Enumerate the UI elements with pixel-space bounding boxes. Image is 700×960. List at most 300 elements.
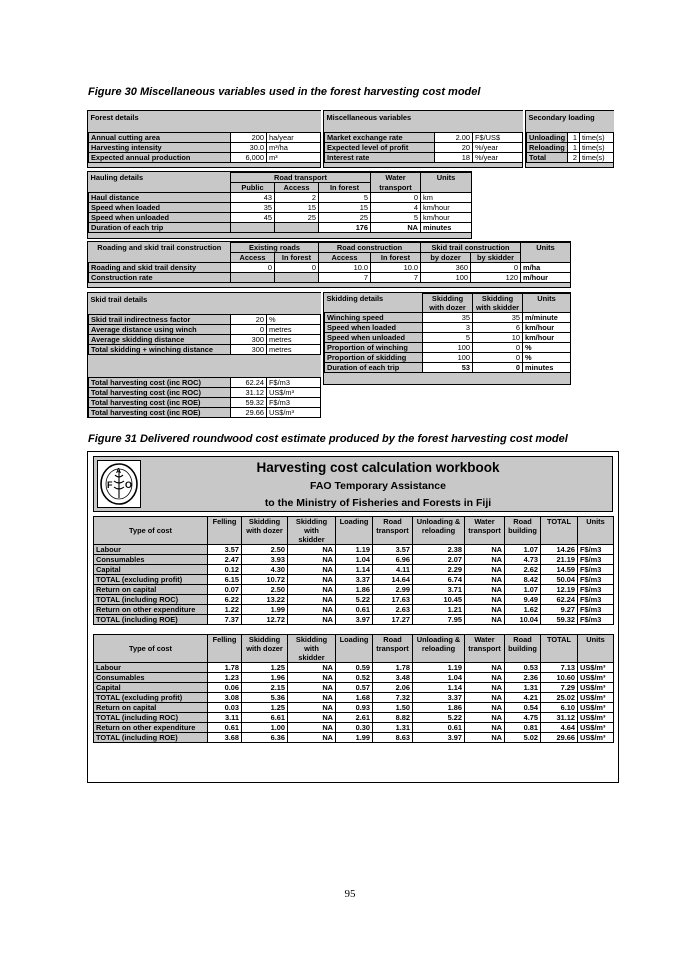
cost-type-label: Consumables: [94, 555, 208, 565]
cost-unit: F$/m3: [578, 545, 614, 555]
misc-variable-value: 2.00: [435, 133, 473, 143]
workbook-subtitle-2: to the Ministry of Fisheries and Forests in Fiji: [264, 497, 492, 509]
cost-value: 3.71: [413, 585, 465, 595]
skidding-details-panel: [323, 292, 571, 385]
cost-value: NA: [465, 723, 505, 733]
cost-value: 7.29: [541, 683, 578, 693]
cost-value: 2.06: [373, 683, 413, 693]
cost-row: [94, 555, 614, 565]
cost-value: 10.60: [541, 673, 578, 683]
cost-value: 0.61: [413, 723, 465, 733]
cost-type-label: Consumables: [94, 673, 208, 683]
hauling-row: [89, 193, 472, 203]
cost-value: 9.27: [541, 605, 578, 615]
cost-value: 9.49: [505, 595, 541, 605]
cost-unit: F$/m3: [578, 595, 614, 605]
column-header: Water transport: [465, 517, 505, 545]
cost-value: 5.02: [505, 733, 541, 743]
skidding-dozer-header: Skidding: [423, 294, 473, 304]
hauling-unit: km: [421, 193, 472, 203]
cost-value: 1.19: [336, 545, 373, 555]
roading-unit: m/ha: [521, 263, 571, 273]
cost-value: 1.86: [413, 703, 465, 713]
column-header: Water transport: [465, 635, 505, 663]
cost-value: NA: [288, 693, 336, 703]
forest-detail-value: 30.0: [231, 143, 267, 153]
cost-value: 0.81: [505, 723, 541, 733]
roading-value: [231, 273, 275, 283]
hauling-details-panel: [87, 171, 472, 239]
column-header: Skidding with dozer: [242, 635, 288, 663]
cost-unit: US$/m³: [578, 663, 614, 673]
misc-variable-value: 18: [435, 153, 473, 163]
cost-value: 1.04: [413, 673, 465, 683]
cost-unit: F$/m3: [578, 605, 614, 615]
hauling-units-header: Units: [421, 173, 472, 183]
total-harvesting-cost-unit: F$/m3: [267, 398, 321, 408]
misc-variable-label: Expected level of profit: [325, 143, 435, 153]
road-construction-header: Road construction: [319, 243, 421, 253]
with-dozer-subheader: with dozer: [423, 303, 473, 313]
skid-trail-row: [89, 315, 321, 325]
cost-unit: US$/m³: [578, 683, 614, 693]
cost-value: 4.30: [242, 565, 288, 575]
cost-value: 13.22: [242, 595, 288, 605]
workbook-subtitle-1: FAO Temporary Assistance: [310, 480, 446, 492]
secondary-loading-panel: [525, 110, 614, 168]
forest-detail-unit: m³/ha: [267, 143, 321, 153]
cost-row: [94, 703, 614, 713]
cost-value: 6.61: [242, 713, 288, 723]
skid-trail-construction-header: Skid trail construction: [421, 243, 521, 253]
cost-value: 2.99: [373, 585, 413, 595]
cost-value: 1.99: [242, 605, 288, 615]
total-harvesting-cost-label: Total harvesting cost (inc ROE): [89, 398, 231, 408]
skidding-dozer-value: 3: [423, 323, 473, 333]
roading-subheader: Access: [231, 253, 275, 263]
cost-value: NA: [288, 545, 336, 555]
roading-value: 0: [231, 263, 275, 273]
skidding-skidder-value: 0: [473, 353, 523, 363]
cost-value: 17.63: [373, 595, 413, 605]
cost-value: 14.64: [373, 575, 413, 585]
hauling-row: [89, 203, 472, 213]
cost-value: 8.63: [373, 733, 413, 743]
skidding-label: Speed when unloaded: [325, 333, 423, 343]
cost-value: 4.75: [505, 713, 541, 723]
cost-row: [94, 565, 614, 575]
hauling-details-header: Hauling details: [89, 173, 231, 183]
cost-unit: US$/m³: [578, 723, 614, 733]
cost-value: 3.48: [373, 673, 413, 683]
cost-value: 1.14: [336, 565, 373, 575]
cost-value: 1.99: [336, 733, 373, 743]
cost-value: NA: [288, 663, 336, 673]
total-harvesting-cost-value: 59.32: [231, 398, 267, 408]
misc-variable-row: [325, 133, 523, 143]
hauling-label: Speed when loaded: [89, 203, 231, 213]
hauling-value: [275, 223, 319, 233]
cost-value: 5.22: [336, 595, 373, 605]
cost-value: 62.24: [541, 595, 578, 605]
roading-value: 7: [319, 273, 371, 283]
cost-value: 6.15: [208, 575, 242, 585]
skidding-row: [325, 313, 571, 323]
cost-value: 1.78: [208, 663, 242, 673]
skidding-unit: m/minute: [523, 313, 571, 323]
column-header: TOTAL: [541, 517, 578, 545]
cost-type-label: Capital: [94, 565, 208, 575]
cost-value: 59.32: [541, 615, 578, 625]
cost-value: 1.14: [413, 683, 465, 693]
skid-trail-label: Average distance using winch: [89, 325, 231, 335]
total-harvesting-cost-label: Total harvesting cost (inc ROE): [89, 408, 231, 418]
cost-value: 1.23: [208, 673, 242, 683]
page-number: 95: [344, 888, 356, 900]
cost-value: 1.25: [242, 663, 288, 673]
cost-value: 3.37: [413, 693, 465, 703]
skidding-row: [325, 323, 571, 333]
secondary-loading-value: 2: [568, 153, 580, 163]
hauling-label: Haul distance: [89, 193, 231, 203]
hauling-value: 176: [319, 223, 371, 233]
hauling-value: NA: [371, 223, 421, 233]
column-header: Skidding with skidder: [288, 517, 336, 545]
column-header: Road transport: [373, 635, 413, 663]
access-subheader: Access: [275, 183, 319, 193]
cost-value: 6.96: [373, 555, 413, 565]
cost-unit: F$/m3: [578, 565, 614, 575]
cost-value: 25.02: [541, 693, 578, 703]
hauling-value: 25: [275, 213, 319, 223]
cost-value: 1.62: [505, 605, 541, 615]
misc-variable-label: Interest rate: [325, 153, 435, 163]
secondary-loading-row: [527, 153, 614, 163]
skid-trail-label: Average skidding distance: [89, 335, 231, 345]
misc-variable-unit: F$/US$: [473, 133, 523, 143]
skidding-row: [325, 343, 571, 353]
roading-label: Roading and skid trail density: [89, 263, 231, 273]
cost-value: 1.86: [336, 585, 373, 595]
cost-value: 7.32: [373, 693, 413, 703]
misc-variable-value: 20: [435, 143, 473, 153]
cost-value: 3.68: [208, 733, 242, 743]
column-header: Unloading & reloading: [413, 517, 465, 545]
cost-value: 0.07: [208, 585, 242, 595]
cost-type-label: TOTAL (excluding profit): [94, 693, 208, 703]
cost-value: 3.11: [208, 713, 242, 723]
cost-value: 1.31: [373, 723, 413, 733]
roading-value: 7: [371, 273, 421, 283]
roading-value: 120: [471, 273, 521, 283]
cost-row: [94, 723, 614, 733]
skidding-unit: %: [523, 353, 571, 363]
cost-unit: US$/m³: [578, 673, 614, 683]
column-header: Units: [578, 635, 614, 663]
svg-text:F: F: [107, 480, 113, 490]
secondary-loading-label: Total: [527, 153, 568, 163]
skid-trail-value: 0: [231, 325, 267, 335]
cost-row: [94, 595, 614, 605]
secondary-loading-unit: time(s): [580, 133, 614, 143]
skid-trail-unit: %: [267, 315, 321, 325]
cost-value: NA: [465, 683, 505, 693]
figure-31-caption: Figure 31 Delivered roundwood cost estimate produced by the forest harvesting cost model: [88, 433, 568, 445]
hauling-value: 0: [371, 193, 421, 203]
total-harvesting-cost-value: 29.66: [231, 408, 267, 418]
misc-variables-header: Miscellaneous variables: [325, 111, 523, 123]
roading-value: 10.0: [319, 263, 371, 273]
cost-type-label: Capital: [94, 683, 208, 693]
roading-panel: [87, 241, 571, 288]
cost-value: 1.22: [208, 605, 242, 615]
cost-value: NA: [288, 673, 336, 683]
cost-value: 3.97: [413, 733, 465, 743]
cost-value: NA: [465, 713, 505, 723]
with-skidder-subheader: with skidder: [473, 303, 523, 313]
cost-value: NA: [465, 615, 505, 625]
cost-value: NA: [465, 545, 505, 555]
cost-value: 3.08: [208, 693, 242, 703]
cost-value: 6.74: [413, 575, 465, 585]
roading-value: 360: [421, 263, 471, 273]
cost-value: 1.07: [505, 585, 541, 595]
cost-value: NA: [288, 585, 336, 595]
cost-type-label: TOTAL (including ROE): [94, 615, 208, 625]
cost-unit: US$/m³: [578, 703, 614, 713]
skid-trail-header: Skid trail details: [89, 293, 321, 305]
skidding-dozer-value: 100: [423, 353, 473, 363]
cost-value: 2.38: [413, 545, 465, 555]
secondary-loading-unit: time(s): [580, 153, 614, 163]
hauling-value: [231, 223, 275, 233]
skidding-unit: %: [523, 343, 571, 353]
skid-trail-value: 300: [231, 335, 267, 345]
skid-trail-value: 20: [231, 315, 267, 325]
cost-value: NA: [465, 585, 505, 595]
hauling-unit: km/hour: [421, 203, 472, 213]
cost-value: 31.12: [541, 713, 578, 723]
hauling-value: 25: [319, 213, 371, 223]
cost-row: [94, 733, 614, 743]
total-harvesting-cost-row: [89, 388, 321, 398]
hauling-value: 4: [371, 203, 421, 213]
total-harvesting-cost-row: [89, 398, 321, 408]
cost-value: 21.19: [541, 555, 578, 565]
misc-variable-label: Market exchange rate: [325, 133, 435, 143]
cost-type-label: Labour: [94, 545, 208, 555]
cost-value: 0.03: [208, 703, 242, 713]
skidding-skidder-value: 35: [473, 313, 523, 323]
cost-type-label: Return on other expenditure: [94, 723, 208, 733]
column-header: Units: [578, 517, 614, 545]
skidding-label: Proportion of winching: [325, 343, 423, 353]
water-header: Water: [371, 173, 421, 183]
cost-unit: F$/m3: [578, 575, 614, 585]
misc-variable-row: [325, 143, 523, 153]
cost-row: [94, 585, 614, 595]
cost-value: 2.63: [373, 605, 413, 615]
total-harvesting-cost-label: Total harvesting cost (inc ROC): [89, 388, 231, 398]
roading-subheader: In forest: [275, 253, 319, 263]
existing-roads-header: Existing roads: [231, 243, 319, 253]
cost-value: 17.27: [373, 615, 413, 625]
skid-trail-row: [89, 335, 321, 345]
total-harvesting-cost-label: Total harvesting cost (inc ROC): [89, 378, 231, 388]
cost-value: 8.42: [505, 575, 541, 585]
cost-value: 2.50: [242, 545, 288, 555]
cost-type-label: Return on other expenditure: [94, 605, 208, 615]
hauling-unit: minutes: [421, 223, 472, 233]
total-harvesting-cost-unit: US$/m³: [267, 388, 321, 398]
cost-value: 10.45: [413, 595, 465, 605]
cost-table-fjd: [93, 516, 613, 625]
forest-detail-row: [89, 133, 321, 143]
cost-value: 0.06: [208, 683, 242, 693]
cost-value: NA: [288, 555, 336, 565]
cost-type-label: Return on capital: [94, 585, 208, 595]
total-harvesting-cost-value: 31.12: [231, 388, 267, 398]
cost-value: 14.59: [541, 565, 578, 575]
skidding-unit: km/hour: [523, 333, 571, 343]
hauling-unit: km/hour: [421, 213, 472, 223]
forest-details-panel: [87, 110, 321, 168]
cost-value: 1.50: [373, 703, 413, 713]
cost-value: 1.96: [242, 673, 288, 683]
skidding-row: [325, 333, 571, 343]
in-forest-subheader: In forest: [319, 183, 371, 193]
cost-value: NA: [288, 565, 336, 575]
cost-value: 12.72: [242, 615, 288, 625]
workbook-header: [93, 456, 613, 512]
skidding-dozer-value: 100: [423, 343, 473, 353]
cost-value: 3.57: [208, 545, 242, 555]
secondary-loading-unit: time(s): [580, 143, 614, 153]
cost-value: 2.15: [242, 683, 288, 693]
public-subheader: Public: [231, 183, 275, 193]
total-harvesting-cost-row: [89, 408, 321, 418]
misc-variable-unit: %/year: [473, 143, 523, 153]
skidding-unit: minutes: [523, 363, 571, 373]
roading-value: 0: [471, 263, 521, 273]
skid-trail-label: Skid trail indirectness factor: [89, 315, 231, 325]
skidding-skidder-value: 10: [473, 333, 523, 343]
secondary-loading-label: Unloading: [527, 133, 568, 143]
cost-value: 3.97: [336, 615, 373, 625]
cost-value: NA: [465, 575, 505, 585]
cost-value: 0.54: [505, 703, 541, 713]
cost-value: 2.29: [413, 565, 465, 575]
water-transport-subheader: transport: [371, 183, 421, 193]
cost-value: NA: [288, 723, 336, 733]
cost-unit: F$/m3: [578, 555, 614, 565]
hauling-value: 5: [319, 193, 371, 203]
cost-type-label: Labour: [94, 663, 208, 673]
cost-value: NA: [465, 673, 505, 683]
column-header: Road building: [505, 517, 541, 545]
cost-value: 6.22: [208, 595, 242, 605]
cost-value: 6.10: [541, 703, 578, 713]
cost-value: NA: [465, 565, 505, 575]
cost-value: 4.73: [505, 555, 541, 565]
column-header: TOTAL: [541, 635, 578, 663]
roading-value: 100: [421, 273, 471, 283]
skidding-dozer-value: 35: [423, 313, 473, 323]
cost-value: NA: [288, 713, 336, 723]
cost-value: 0.93: [336, 703, 373, 713]
cost-value: 1.68: [336, 693, 373, 703]
column-header: Loading: [336, 517, 373, 545]
cost-value: 1.78: [373, 663, 413, 673]
skid-trail-unit: metres: [267, 325, 321, 335]
hauling-value: 45: [231, 213, 275, 223]
hauling-row: [89, 223, 472, 233]
cost-value: 12.19: [541, 585, 578, 595]
total-harvesting-cost-unit: US$/m³: [267, 408, 321, 418]
cost-value: 8.82: [373, 713, 413, 723]
roading-value: [275, 273, 319, 283]
cost-value: 2.61: [336, 713, 373, 723]
skid-trail-panel: [87, 292, 321, 418]
secondary-loading-row: [527, 143, 614, 153]
total-harvesting-cost-row: [89, 378, 321, 388]
cost-value: 1.21: [413, 605, 465, 615]
cost-value: 2.62: [505, 565, 541, 575]
cost-unit: US$/m³: [578, 693, 614, 703]
skid-trail-unit: metres: [267, 345, 321, 355]
cost-value: NA: [288, 733, 336, 743]
cost-value: NA: [288, 605, 336, 615]
roading-subheader: by dozer: [421, 253, 471, 263]
cost-unit: US$/m³: [578, 733, 614, 743]
cost-unit: F$/m3: [578, 615, 614, 625]
column-header: Road building: [505, 635, 541, 663]
cost-value: 4.64: [541, 723, 578, 733]
cost-value: 0.61: [336, 605, 373, 615]
column-header: Unloading & reloading: [413, 635, 465, 663]
cost-value: 1.19: [413, 663, 465, 673]
cost-value: 2.47: [208, 555, 242, 565]
hauling-label: Speed when unloaded: [89, 213, 231, 223]
column-header: Skidding with skidder: [288, 635, 336, 663]
cost-value: NA: [288, 703, 336, 713]
hauling-row: [89, 213, 472, 223]
cost-value: 4.21: [505, 693, 541, 703]
cost-value: 0.59: [336, 663, 373, 673]
skidding-units-header: Units: [523, 294, 571, 304]
column-header: Felling: [208, 635, 242, 663]
svg-text:A: A: [116, 468, 122, 475]
cost-unit: US$/m³: [578, 713, 614, 723]
cost-value: NA: [465, 663, 505, 673]
hauling-value: 35: [231, 203, 275, 213]
cost-value: NA: [288, 595, 336, 605]
secondary-loading-value: 1: [568, 143, 580, 153]
cost-value: 0.12: [208, 565, 242, 575]
skidding-label: Speed when loaded: [325, 323, 423, 333]
misc-variable-row: [325, 153, 523, 163]
cost-value: 4.11: [373, 565, 413, 575]
secondary-loading-row: [527, 133, 614, 143]
skidding-label: Duration of each trip: [325, 363, 423, 373]
cost-table-usd: [93, 634, 613, 743]
svg-text:O: O: [125, 480, 133, 490]
skidding-label: Winching speed: [325, 313, 423, 323]
cost-value: 6.36: [242, 733, 288, 743]
forest-detail-value: 6,000: [231, 153, 267, 163]
column-header: Loading: [336, 635, 373, 663]
cost-row: [94, 663, 614, 673]
